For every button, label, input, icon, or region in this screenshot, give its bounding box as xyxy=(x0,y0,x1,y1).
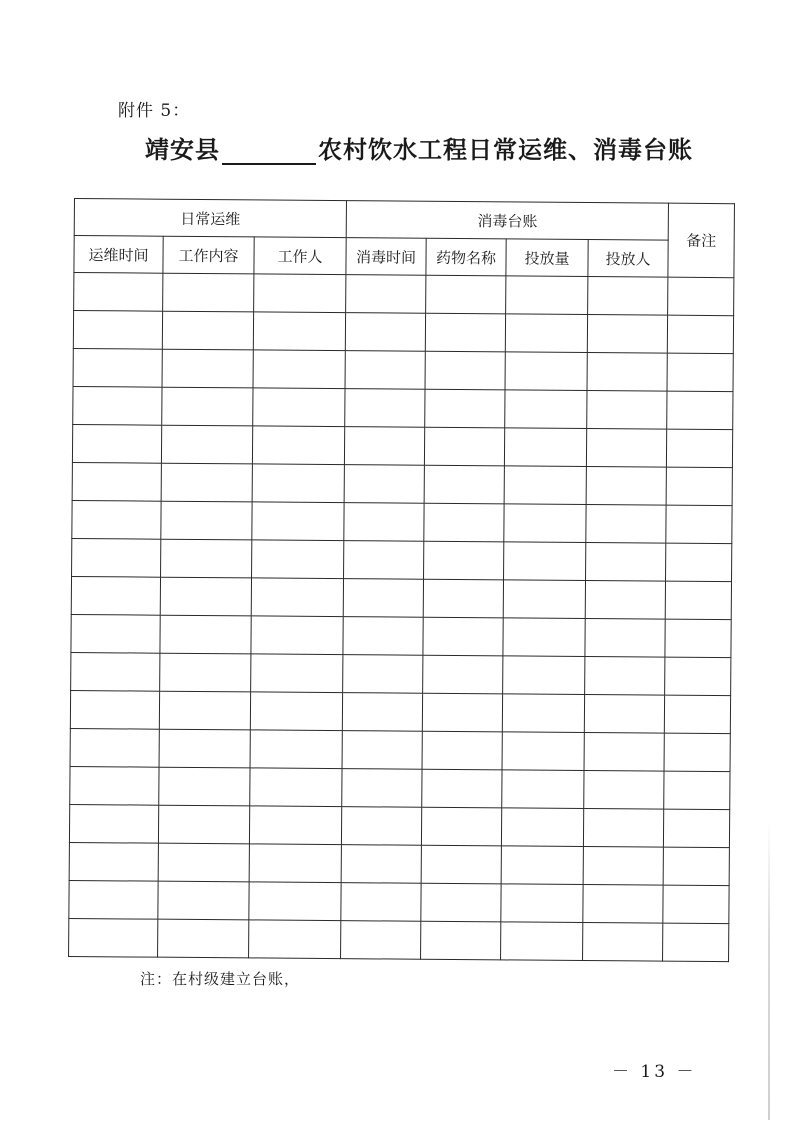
table-cell[interactable] xyxy=(158,881,249,920)
table-cell[interactable] xyxy=(423,617,503,656)
table-cell[interactable] xyxy=(342,731,422,770)
table-cell[interactable] xyxy=(667,353,733,392)
ledger-table xyxy=(68,198,735,962)
table-cell[interactable] xyxy=(584,695,664,734)
table-cell[interactable] xyxy=(587,353,667,392)
table-cell[interactable] xyxy=(421,807,501,846)
header-chemical-name: 药物名称 xyxy=(426,238,506,276)
table-cell[interactable] xyxy=(72,424,161,463)
header-remarks: 备注 xyxy=(668,203,735,278)
table-cell[interactable] xyxy=(253,388,345,427)
table-cell[interactable] xyxy=(250,730,342,769)
table-row xyxy=(70,766,730,809)
scan-edge-shadow xyxy=(768,820,770,1120)
document-title xyxy=(145,130,693,165)
table-cell[interactable] xyxy=(161,463,252,502)
header-work-content: 工作内容 xyxy=(163,236,254,274)
table-cell[interactable] xyxy=(423,655,503,694)
table-cell[interactable] xyxy=(74,273,163,312)
table-cell[interactable] xyxy=(588,277,668,316)
table-cell[interactable] xyxy=(344,503,424,542)
title-blank-line xyxy=(222,137,316,165)
table-cell[interactable] xyxy=(667,391,733,430)
table-cell[interactable] xyxy=(587,391,667,430)
table-cell[interactable] xyxy=(424,427,504,466)
table-cell[interactable] xyxy=(158,919,249,958)
table-cell[interactable] xyxy=(586,505,666,544)
table-cell[interactable] xyxy=(343,579,423,618)
table-cell[interactable] xyxy=(503,580,585,619)
table-cell[interactable] xyxy=(70,690,159,729)
table-cell[interactable] xyxy=(69,880,158,919)
table-row xyxy=(73,386,733,429)
table-cell[interactable] xyxy=(69,804,158,843)
table-cell[interactable] xyxy=(664,733,730,772)
table-cell[interactable] xyxy=(251,654,343,693)
table-cell[interactable] xyxy=(584,733,664,772)
table-cell[interactable] xyxy=(421,845,501,884)
table-cell[interactable] xyxy=(664,771,730,810)
table-cell[interactable] xyxy=(249,920,341,959)
table-row xyxy=(69,842,729,885)
table-cell[interactable] xyxy=(664,695,730,734)
table-cell[interactable] xyxy=(666,429,732,468)
table-cell[interactable] xyxy=(160,577,251,616)
table-cell[interactable] xyxy=(160,653,251,692)
table-cell[interactable] xyxy=(663,847,729,886)
table-row xyxy=(71,652,731,695)
table-row xyxy=(70,690,730,733)
table-row xyxy=(72,424,732,467)
page-number: － 13 － xyxy=(612,1062,697,1082)
table-cell[interactable] xyxy=(504,504,586,543)
table-cell[interactable] xyxy=(344,541,424,580)
table-row xyxy=(73,311,733,354)
table-cell[interactable] xyxy=(344,427,424,466)
table-cell[interactable] xyxy=(253,350,345,389)
table-cell[interactable] xyxy=(425,351,505,390)
table-cell[interactable] xyxy=(70,728,159,767)
table-cell[interactable] xyxy=(584,771,664,810)
table-row xyxy=(69,918,729,961)
table-cell[interactable] xyxy=(503,618,585,657)
table-cell[interactable] xyxy=(583,809,663,848)
table-cell[interactable] xyxy=(422,693,502,732)
table-cell[interactable] xyxy=(159,767,250,806)
table-cell[interactable] xyxy=(583,847,663,886)
table-cell[interactable] xyxy=(162,311,253,350)
table-cell[interactable] xyxy=(252,464,344,503)
table-cell[interactable] xyxy=(422,769,502,808)
table-cell[interactable] xyxy=(504,466,586,505)
attachment-label: 附件 5： xyxy=(118,101,191,121)
table-cell[interactable] xyxy=(346,275,426,314)
table-cell[interactable] xyxy=(506,276,588,315)
table-cell[interactable] xyxy=(583,885,663,924)
header-worker: 工作人 xyxy=(254,237,346,275)
table-cell[interactable] xyxy=(342,693,422,732)
table-cell[interactable] xyxy=(253,312,345,351)
table-cell[interactable] xyxy=(586,467,666,506)
table-cell[interactable] xyxy=(505,314,587,353)
table-cell[interactable] xyxy=(73,386,162,425)
table-cell[interactable] xyxy=(341,807,421,846)
footnote: 注：在村级建立台账， xyxy=(140,970,301,988)
table-cell[interactable] xyxy=(667,315,733,354)
table-cell[interactable] xyxy=(343,655,423,694)
table-cell[interactable] xyxy=(503,656,585,695)
table-cell[interactable] xyxy=(342,769,422,808)
table-cell[interactable] xyxy=(663,809,729,848)
table-cell[interactable] xyxy=(424,503,504,542)
table-cell[interactable] xyxy=(251,616,343,655)
table-cell[interactable] xyxy=(73,348,162,387)
table-cell[interactable] xyxy=(71,576,160,615)
table-cell[interactable] xyxy=(501,922,583,961)
table-cell[interactable] xyxy=(666,505,732,544)
table-cell[interactable] xyxy=(250,768,342,807)
table-cell[interactable] xyxy=(505,352,587,391)
table-cell[interactable] xyxy=(345,389,425,428)
table-cell[interactable] xyxy=(163,273,254,312)
table-cell[interactable] xyxy=(425,313,505,352)
table-cell[interactable] xyxy=(425,389,505,428)
table-row xyxy=(71,576,731,619)
table-cell[interactable] xyxy=(501,846,583,885)
table-cell[interactable] xyxy=(586,429,666,468)
table-cell[interactable] xyxy=(585,581,665,620)
table-cell[interactable] xyxy=(160,615,251,654)
table-cell[interactable] xyxy=(250,692,342,731)
table-cell[interactable] xyxy=(71,614,160,653)
table-cell[interactable] xyxy=(158,805,249,844)
title-county: 靖安县 xyxy=(145,135,220,164)
table-cell[interactable] xyxy=(341,883,421,922)
table-cell[interactable] xyxy=(423,579,503,618)
table-cell[interactable] xyxy=(345,313,425,352)
table-cell[interactable] xyxy=(424,541,504,580)
table-cell[interactable] xyxy=(71,652,160,691)
header-daily-maintenance: 日常运维 xyxy=(74,199,346,238)
table-cell[interactable] xyxy=(72,538,161,577)
table-cell[interactable] xyxy=(161,539,252,578)
table-cell[interactable] xyxy=(587,315,667,354)
table-cell[interactable] xyxy=(585,619,665,658)
table-cell[interactable] xyxy=(421,883,501,922)
table-cell[interactable] xyxy=(70,766,159,805)
table-cell[interactable] xyxy=(501,808,583,847)
header-disinfection-ledger: 消毒台账 xyxy=(346,201,668,241)
table-cell[interactable] xyxy=(72,462,161,501)
table-cell[interactable] xyxy=(586,543,666,582)
table-cell[interactable] xyxy=(504,428,586,467)
header-maintenance-time: 运维时间 xyxy=(74,236,163,274)
table-cell[interactable] xyxy=(502,770,584,809)
table-cell[interactable] xyxy=(69,918,158,957)
table-cell[interactable] xyxy=(502,732,584,771)
table-row xyxy=(72,538,732,581)
table-cell[interactable] xyxy=(161,425,252,464)
table-cell[interactable] xyxy=(665,657,731,696)
table-cell[interactable] xyxy=(666,543,732,582)
table-cell[interactable] xyxy=(249,844,341,883)
table-cell[interactable] xyxy=(668,277,734,316)
table-cell[interactable] xyxy=(422,731,502,770)
table-cell[interactable] xyxy=(73,311,162,350)
table-cell[interactable] xyxy=(69,842,158,881)
table-row xyxy=(69,880,729,923)
table-cell[interactable] xyxy=(583,923,663,962)
table-cell[interactable] xyxy=(249,806,341,845)
table-cell[interactable] xyxy=(254,274,346,313)
table-cell[interactable] xyxy=(426,275,506,314)
table-row xyxy=(73,348,733,391)
table-cell[interactable] xyxy=(424,465,504,504)
table-row xyxy=(72,462,732,505)
table-cell[interactable] xyxy=(72,500,161,539)
table-cell[interactable] xyxy=(251,578,343,617)
table-cell[interactable] xyxy=(343,617,423,656)
table-cell[interactable] xyxy=(162,387,253,426)
table-cell[interactable] xyxy=(161,501,252,540)
table-cell[interactable] xyxy=(663,923,729,962)
table-cell[interactable] xyxy=(421,921,501,960)
table-row xyxy=(74,273,734,316)
header-dosage: 投放量 xyxy=(506,239,588,277)
table-cell[interactable] xyxy=(663,885,729,924)
table-cell[interactable] xyxy=(502,694,584,733)
table-cell[interactable] xyxy=(666,467,732,506)
table-cell[interactable] xyxy=(344,465,424,504)
table-cell[interactable] xyxy=(585,657,665,696)
table-cell[interactable] xyxy=(252,540,344,579)
table-cell[interactable] xyxy=(501,884,583,923)
table-cell[interactable] xyxy=(504,542,586,581)
table-cell[interactable] xyxy=(252,502,344,541)
title-subject: 农村饮水工程日常运维、消毒台账 xyxy=(318,135,693,164)
table-row xyxy=(69,804,729,847)
table-cell[interactable] xyxy=(341,921,421,960)
table-cell[interactable] xyxy=(341,845,421,884)
table-cell[interactable] xyxy=(159,729,250,768)
header-disinfection-time: 消毒时间 xyxy=(346,238,426,276)
header-dosed-by: 投放人 xyxy=(588,240,668,278)
table-cell[interactable] xyxy=(505,390,587,429)
table-cell[interactable] xyxy=(345,351,425,390)
table-cell[interactable] xyxy=(249,882,341,921)
ledger-body xyxy=(69,273,734,962)
table-row xyxy=(70,728,730,771)
table-cell[interactable] xyxy=(159,691,250,730)
table-row xyxy=(71,614,731,657)
table-cell[interactable] xyxy=(665,619,731,658)
table-row xyxy=(72,500,732,543)
table-cell[interactable] xyxy=(665,581,731,620)
table-cell[interactable] xyxy=(158,843,249,882)
table-cell[interactable] xyxy=(162,349,253,388)
table-cell[interactable] xyxy=(252,426,344,465)
